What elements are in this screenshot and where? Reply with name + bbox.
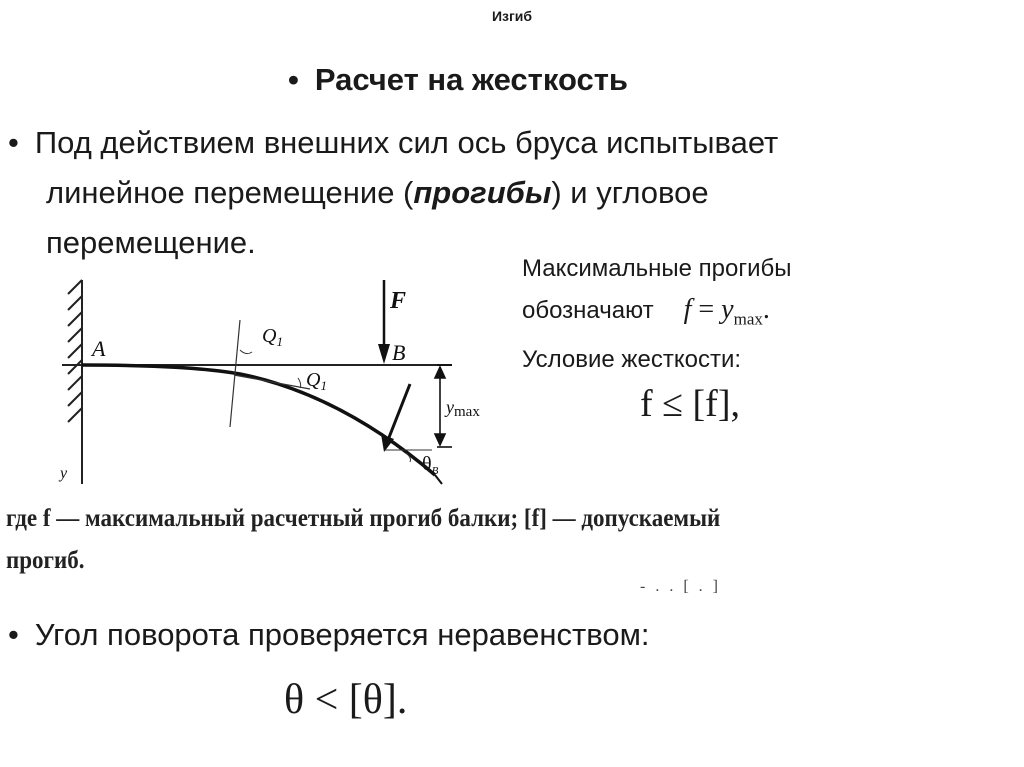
side-note-line: Максимальные прогибы <box>522 255 792 282</box>
paragraph-deflection <box>8 118 1018 268</box>
label-q1-top: $Q_1$ <box>262 325 283 349</box>
section-heading <box>288 62 628 98</box>
side-note-text: обозначают <box>522 297 654 324</box>
label-q1-bottom: $Q_1$ <box>306 369 327 393</box>
definition-line: прогиб. <box>6 547 85 574</box>
label-ymax: ymax <box>446 397 480 420</box>
force-arrow <box>378 280 390 364</box>
max-deflection-formula: $f = y_{max}$. <box>683 294 770 329</box>
paragraph-line-2 <box>8 168 1018 218</box>
side-note-line <box>522 289 792 340</box>
label-f: F <box>390 288 407 314</box>
rotation-condition-formula: θ < [θ]. <box>284 677 408 723</box>
section-heading-text: Расчет на жесткость <box>314 62 628 97</box>
emphasized-term: прогибы <box>413 175 552 210</box>
cantilever-beam-diagram <box>40 272 510 492</box>
paragraph-text: Под действием внешних сил ось бруса испытывает <box>34 125 779 160</box>
scan-artifact: - . . [ . ] <box>640 578 721 595</box>
paragraph-text: Угол поворота проверяется неравенством: <box>34 617 650 652</box>
paragraph-text: ) и угловое <box>551 175 709 210</box>
paragraph-text: перемещение. <box>46 225 256 260</box>
label-a: A <box>92 336 106 361</box>
label-b: B <box>392 340 406 365</box>
displacement-arrow <box>381 384 410 452</box>
paragraph-line-3 <box>8 218 1018 268</box>
definition-text <box>6 498 720 582</box>
side-notes <box>522 249 792 380</box>
paragraph-line-1 <box>8 118 1018 168</box>
slide-title: Изгиб <box>491 8 533 24</box>
paragraph-text: линейное перемещение ( <box>46 175 414 210</box>
definition-line: где f — максимальный расчетный прогиб балки; [f] — допускаемый <box>6 505 721 532</box>
stiffness-condition-formula: f ≤ [f], <box>640 383 740 425</box>
label-y: y <box>60 465 68 482</box>
fixed-wall <box>68 280 82 447</box>
paragraph-rotation <box>8 617 650 653</box>
label-theta-b: $\theta_B$ <box>422 453 439 477</box>
bullet: • <box>8 125 19 160</box>
bullet: • <box>288 62 299 97</box>
deflection-curve <box>82 365 435 475</box>
bullet: • <box>8 617 19 652</box>
side-note-line: Условие жесткости: <box>522 345 742 373</box>
